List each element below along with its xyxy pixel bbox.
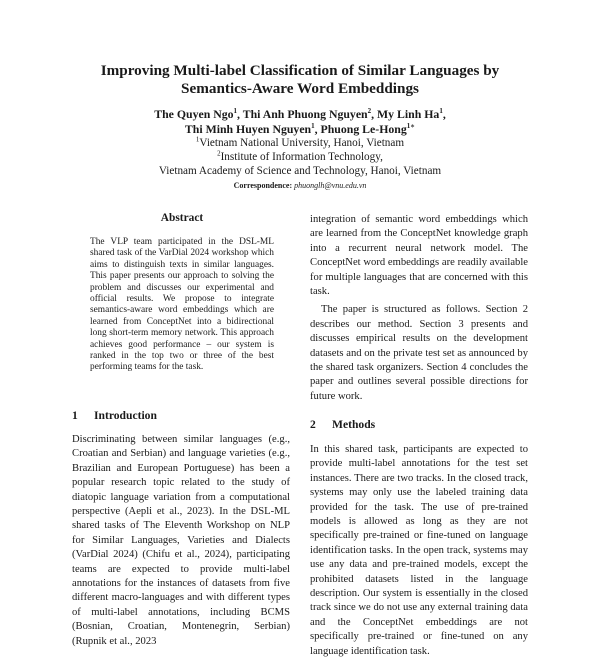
author-name: Phuong Le-Hong bbox=[320, 121, 407, 136]
right-column-top bbox=[310, 213, 528, 404]
title-line-1: Improving Multi-label Classification of Similar Languages by bbox=[100, 62, 500, 79]
correspondence-email[interactable]: phuonglh@vnu.edu.vn bbox=[294, 181, 367, 190]
author-name: Thi Anh Phuong Nguyen bbox=[242, 107, 368, 121]
section-title: Methods bbox=[332, 418, 376, 431]
author-affiliation-mark: 1 bbox=[311, 121, 315, 130]
paragraph: The paper is structured as follows. Section 2 describes our method. Section 3 presents and discusses empirical results on the development datasets and on the private test set as announced by the shared task organizers. Section 4 concludes the paper and outlines several possible directions for future work. bbox=[310, 304, 528, 402]
paper-title bbox=[0, 62, 600, 98]
author-affiliation-mark: 1∗ bbox=[406, 121, 416, 130]
abstract-text: The VLP team participated in the DSL-ML shared task of the VarDial 2024 workshop which aims to distinguish texts in similar languages. This paper presents our approach to solving the problem and discusses our experimental and official results. We propose to integrate semantics-aware word embeddings which are learned from ConceptNet into a bidirectional long short-term memory network. This approach achieves good performance – our system is ranked in the top two or three of the best performing teams for the task. bbox=[90, 237, 274, 373]
section-title: Introduction bbox=[94, 409, 157, 422]
affiliations bbox=[0, 136, 600, 178]
methods-text: In this shared task, participants are expected to provide multi-label annotations for the test set instances. There are two tracks. In the closed track, systems may only use the labeled training data provided for the task. The use of pre-trained models is allowed as long as they are not specifically pre-trained or fine-tuned on language identification tasks. In the open track, systems may use any data and pre-trained models, except the prohibited datasets listed in the language description. Our system is essentially in the closed track since we do not use any external training data and the ConceptNet embeddings are not specifically pre-trained or fine-tuned on any language identification task. bbox=[310, 444, 528, 657]
author-name: The Quyen Ngo bbox=[154, 107, 234, 121]
author-list bbox=[0, 107, 600, 136]
affiliation-2-line-2: Vietnam Academy of Science and Technology, Hanoi, Vietnam bbox=[158, 165, 442, 177]
author-affiliation-mark: 2 bbox=[367, 107, 372, 116]
affiliation-2: $^2$Institute of Information Technology, bbox=[217, 149, 383, 163]
section-number: 2 bbox=[310, 418, 316, 431]
author-name: Thi Minh Huyen Nguyen bbox=[184, 121, 312, 136]
section-heading-methods bbox=[310, 418, 375, 432]
author-affiliation-mark: 1 bbox=[439, 107, 443, 116]
introduction-text: Discriminating between similar languages (e.g., Croatian and Serbian) and language varieties (e.g., Brazilian and European Portuguese) has been a popular research topic related to the study of diatopic language variation from a computational perspective (Aepli et al., 2023). In the DSL-ML shared tasks of The Eleventh Workshop on NLP for Similar Languages, Varieties and Dialects (VarDial 2024) (Chifu et al., 2024), participating teams are expected to provide multi-label annotations for the instances of datasets from five different macro-languages and with different types of multi-label annotations, including BCMS (Bosnian, Croatian, Montenegrin, Serbian) (Rupnik et al., 2023 bbox=[72, 434, 290, 647]
author-affiliation-mark: 1 bbox=[233, 107, 238, 116]
section-heading-introduction bbox=[72, 409, 157, 423]
paragraph: integration of semantic word embeddings which are learned from the ConceptNet knowledge graph into a recurrent neural network model. The ConceptNet word embeddings are readily available for multiple languages that are concerned with this task. bbox=[310, 214, 528, 298]
author-name: My Linh Ha bbox=[377, 107, 440, 121]
abstract-heading: Abstract bbox=[160, 212, 204, 224]
section-number: 1 bbox=[72, 409, 78, 422]
correspondence bbox=[0, 181, 600, 191]
correspondence-label: Correspondence: bbox=[233, 181, 293, 190]
title-line-2: Semantics-Aware Word Embeddings bbox=[181, 80, 419, 97]
author-line-1: The Quyen Ngo$^1$, Thi Anh Phuong Nguyen$^2$, My Linh Ha$^1$, bbox=[154, 107, 446, 121]
affiliation-1: $^1$Vietnam National University, Hanoi, Vietnam bbox=[195, 135, 405, 149]
author-line-2: Thi Minh Huyen Nguyen$^1$, Phuong Le-Hong$^{1∗}$ bbox=[184, 121, 416, 136]
